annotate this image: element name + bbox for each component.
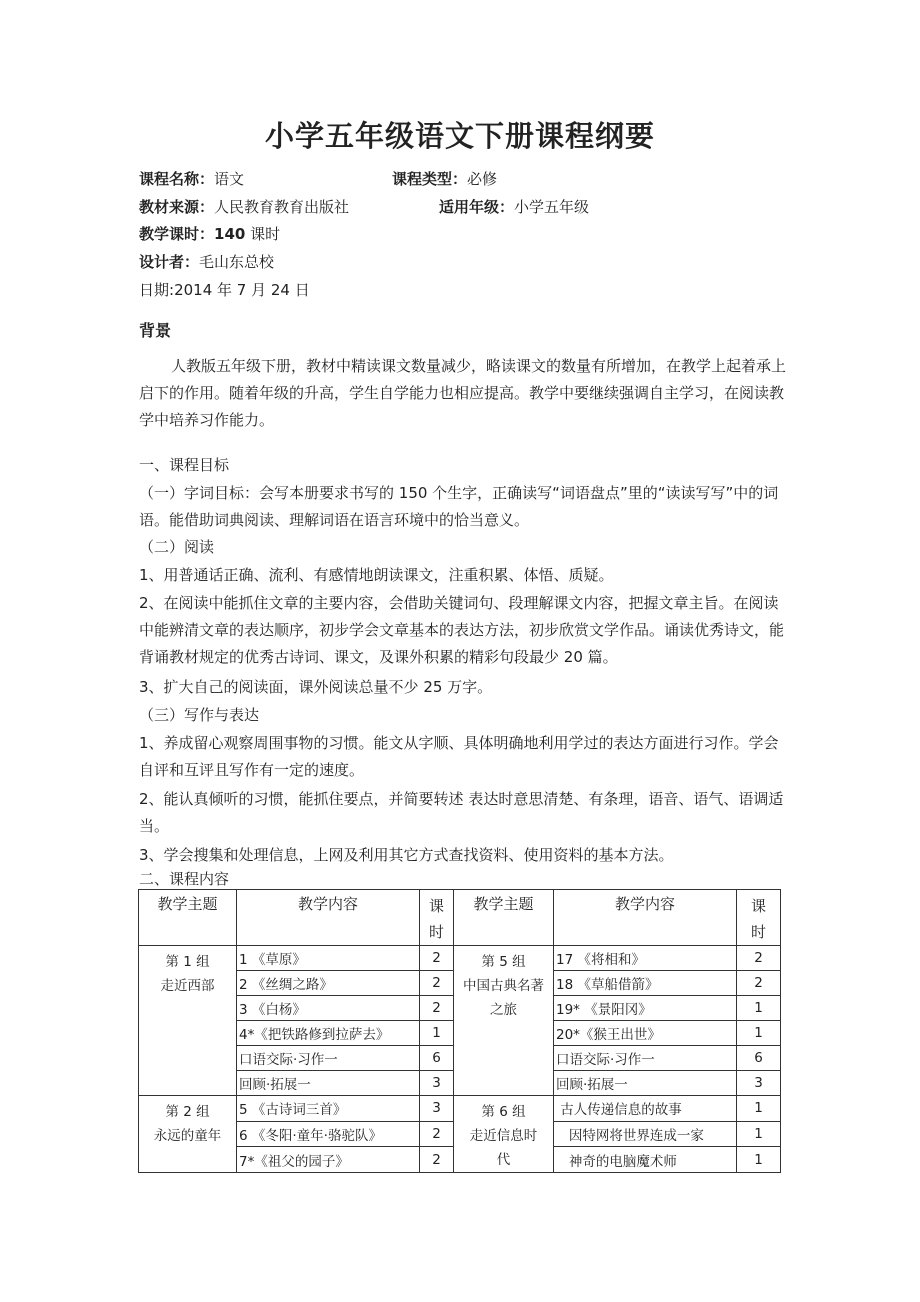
header-theme-left: 教学主题 — [139, 890, 237, 946]
course-content-table — [138, 889, 781, 1173]
course-type-label: 课程类型： — [392, 170, 468, 188]
course-type-value: 必修 — [467, 170, 498, 188]
date-label: 日期: — [139, 281, 175, 299]
lesson-cell: 19* 《景阳冈》 — [554, 996, 737, 1021]
course-type — [392, 168, 497, 189]
hours-cell: 3 — [737, 1071, 781, 1096]
header-content-left: 教学内容 — [237, 890, 420, 946]
hours-value: 140 — [214, 225, 246, 243]
table-row — [139, 1096, 781, 1122]
date — [139, 279, 310, 300]
lesson-cell: 口语交际·习作一 — [237, 1046, 420, 1071]
course-name — [139, 168, 244, 189]
goal-reading-3: 3、扩大自己的阅读面，课外阅读总量不少 25 万字。 — [139, 678, 493, 696]
lesson-cell: 口语交际·习作一 — [554, 1046, 737, 1071]
lesson-cell: 5 《古诗词三首》 — [237, 1096, 420, 1122]
hours-cell: 6 — [737, 1046, 781, 1071]
lesson-cell: 1 《草原》 — [237, 946, 420, 971]
header-hours-left: 课时 — [420, 890, 454, 946]
hours-cell: 1 — [737, 1147, 781, 1173]
date-value: 2014 年 7 月 24 日 — [174, 281, 310, 299]
designer-value: 毛山东总校 — [199, 253, 275, 271]
page-title: 小学五年级语文下册课程纲要 — [264, 119, 655, 153]
header-content-right: 教学内容 — [554, 890, 737, 946]
theme-group-2: 第 2 组 永远的童年 — [139, 1096, 237, 1173]
goal-writing-1: 1、养成留心观察周围事物的习惯。能文从字顺、具体明确地利用学过的表达方面进行习作。学会自评和互评且写作有一定的速度。 — [139, 734, 779, 779]
theme-group-6: 第 6 组 走近信息时代 — [454, 1096, 554, 1173]
hours-label: 教学课时： — [139, 225, 215, 243]
lesson-cell: 回顾·拓展一 — [554, 1071, 737, 1096]
hours-cell: 2 — [737, 946, 781, 971]
goal-reading-1: 1、用普通话正确、流利、有感情地朗读课文，注重积累、体悟、质疑。 — [139, 566, 614, 584]
goals-heading: 一、课程目标 — [139, 456, 230, 474]
lesson-cell: 因特网将世界连成一家 — [554, 1121, 737, 1147]
lesson-cell: 3 《白杨》 — [237, 996, 420, 1021]
hours-unit: 课时 — [250, 225, 281, 243]
textbook-source — [139, 196, 349, 217]
goal-vocabulary: （一）字词目标：会写本册要求书写的 150 个生字，正确读写“词语盘点”里的“读读写写”中的词语。能借助词典阅读、理解词语在语言环境中的恰当意义。 — [139, 484, 779, 529]
textbook-label: 教材来源： — [139, 198, 215, 216]
applicable-grade — [439, 196, 589, 217]
table-row — [139, 946, 781, 971]
teaching-hours — [139, 223, 280, 244]
theme-group-1: 第 1 组 走近西部 — [139, 946, 237, 1096]
grade-value: 小学五年级 — [514, 198, 590, 216]
hours-cell: 3 — [420, 1096, 454, 1122]
lesson-cell: 2 《丝绸之路》 — [237, 971, 420, 996]
course-name-value: 语文 — [214, 170, 245, 188]
hours-cell: 1 — [420, 1021, 454, 1046]
goal-reading-heading: （二）阅读 — [139, 538, 215, 556]
lesson-cell: 古人传递信息的故事 — [554, 1096, 737, 1122]
hours-cell: 1 — [737, 1121, 781, 1147]
lesson-cell: 7*《祖父的园子》 — [237, 1147, 420, 1173]
theme-group-5: 第 5 组 中国古典名著之旅 — [454, 946, 554, 1096]
goal-writing-heading: （三）写作与表达 — [139, 706, 260, 724]
lesson-cell: 4*《把铁路修到拉萨去》 — [237, 1021, 420, 1046]
hours-cell: 2 — [737, 971, 781, 996]
lesson-cell: 神奇的电脑魔术师 — [554, 1147, 737, 1173]
hours-cell: 1 — [737, 996, 781, 1021]
content-heading: 二、课程内容 — [139, 870, 230, 888]
lesson-cell: 6 《冬阳·童年·骆驼队》 — [237, 1121, 420, 1147]
lesson-cell: 20*《猴王出世》 — [554, 1021, 737, 1046]
hours-cell: 3 — [420, 1071, 454, 1096]
header-hours-right: 课时 — [737, 890, 781, 946]
hours-cell: 2 — [420, 946, 454, 971]
table-header-row — [139, 890, 781, 946]
hours-cell: 2 — [420, 1121, 454, 1147]
grade-label: 适用年级： — [439, 198, 515, 216]
hours-cell: 2 — [420, 996, 454, 1021]
designer — [139, 251, 274, 272]
textbook-value: 人民教育教育出版社 — [214, 198, 350, 216]
hours-cell: 2 — [420, 971, 454, 996]
goal-writing-2: 2、能认真倾听的习惯，能抓住要点，并简要转述 表达时意思清楚、有条理，语音、语气、语调适当。 — [139, 790, 784, 835]
lesson-cell: 17 《将相和》 — [554, 946, 737, 971]
course-name-label: 课程名称： — [139, 170, 215, 188]
hours-cell: 6 — [420, 1046, 454, 1071]
hours-cell: 2 — [420, 1147, 454, 1173]
background-heading: 背景 — [139, 321, 172, 340]
header-theme-right: 教学主题 — [454, 890, 554, 946]
hours-cell: 1 — [737, 1021, 781, 1046]
goal-reading-2: 2、在阅读中能抓住文章的主要内容，会借助关键词句、段理解课文内容，把握文章主旨。在阅读中能辨清文章的表达顺序，初步学会文章基本的表达方法，初步欣赏文学作品。诵读优秀诗文，能背诵教材规定的优秀古诗词、课文，及课外积累的精彩句段最少 20 篇。 — [139, 594, 785, 666]
designer-label: 设计者： — [139, 253, 200, 271]
background-text: 人教版五年级下册，教材中精读课文数量减少，略读课文的数量有所增加，在教学上起着承上启下的作用。随着年级的升高，学生自学能力也相应提高。教学中要继续强调自主学习，在阅读教学中培养习作能力。 — [139, 357, 787, 429]
goal-writing-3: 3、学会搜集和处理信息，上网及利用其它方式查找资料、使用资料的基本方法。 — [139, 846, 674, 864]
hours-cell: 1 — [737, 1096, 781, 1122]
lesson-cell: 18 《草船借箭》 — [554, 971, 737, 996]
lesson-cell: 回顾·拓展一 — [237, 1071, 420, 1096]
